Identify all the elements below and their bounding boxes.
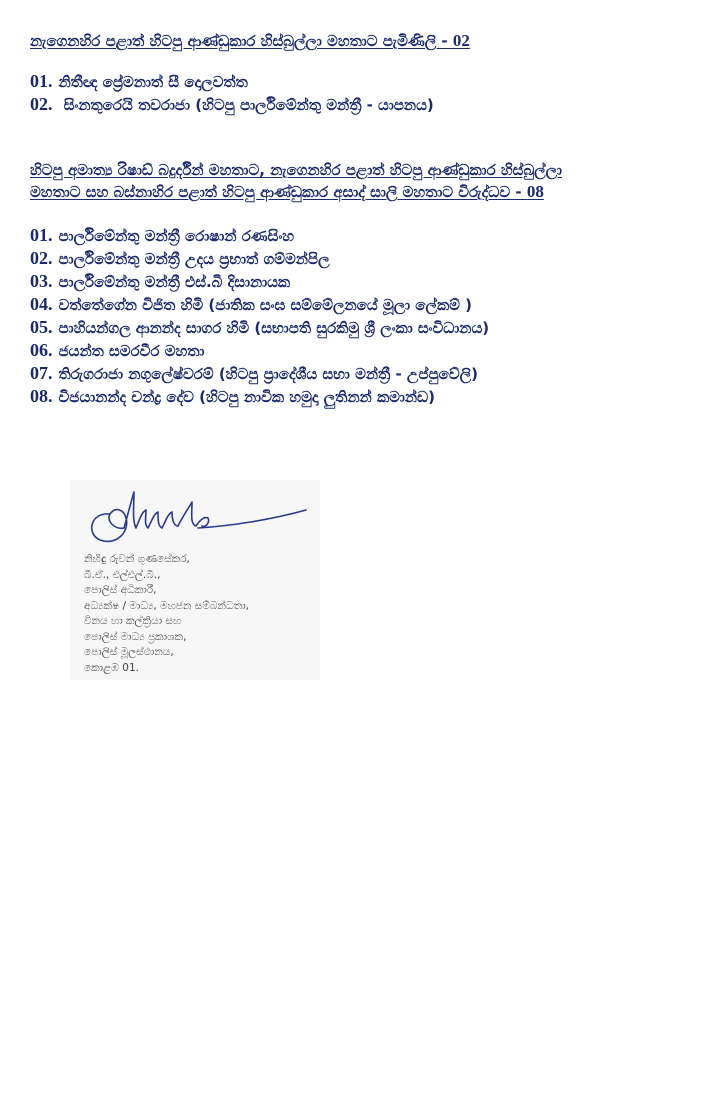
item-text: වත්තේගේන විජිත හිමි (ජාතික සංඝ සම්මේලනයේ මූලා ලේකම් ): [58, 296, 472, 314]
signatory-qualifications: බී.ඒ., එල්එල්.බී.,: [84, 568, 161, 581]
signatory-title-line3: පොලිස් මාධ්‍ය ප්‍රකාශක,: [84, 630, 187, 643]
item-number: 05.: [30, 317, 53, 337]
list-item: [30, 316, 690, 339]
section2-heading: [30, 160, 680, 203]
section2-heading-line2: මහතාට සහ බස්නාහිර පළාත් හිටපු ආණ්ඩුකාර අසාද් සාලි මහතාට විරුද්ධව -: [30, 183, 527, 201]
item-text: පාර්ලිමේන්තු මන්ත්‍රී රොෂාන් රණසිංහ: [58, 227, 295, 245]
section2-count: 08: [526, 182, 544, 201]
list-item: [30, 93, 690, 116]
item-number: 07.: [30, 363, 53, 383]
signatory-rank: පොලිස් අධිකාරී,: [84, 584, 157, 596]
list-item: [30, 247, 690, 270]
section1-list: [30, 70, 690, 116]
signatory-title-line1: අධ්‍යක්ෂ / මාධ්‍ය, මහජන සම්බන්ධතා,: [84, 599, 250, 612]
list-item: [30, 270, 690, 293]
item-text: විජයානන්ද චන්ද්‍ර දේව (හිටපු නාවික හමුදා ලුතිනන් කමාන්ඩ): [58, 388, 435, 406]
section1-count: 02: [452, 31, 470, 50]
section1-heading: [30, 30, 680, 52]
item-text: නිතීඥ ප්‍රේමනාත් සී දොලවත්ත: [58, 73, 248, 91]
signatory-name: නිහිඳු රුවන් ගුණසේකර,: [84, 553, 190, 565]
list-item: [30, 385, 690, 408]
item-text: ජයන්ත සමරවීර මහතා: [58, 342, 205, 360]
list-item: [30, 224, 690, 247]
item-text: පාර්ලිමේන්තු මන්ත්‍රී එස්.බී දිසානායක: [58, 273, 291, 291]
item-number: 01.: [30, 225, 53, 245]
list-item: [30, 362, 690, 385]
item-number: 08.: [30, 386, 53, 406]
handwritten-signature: [80, 484, 310, 554]
section2-heading-line1: හිටපු අමාත්‍ය රිෂාඩ් බදුර්දීන් මහතාට, නැගෙනහිර පළාත් හිටපු ආණ්ඩුකාර හිස්බුල්ලා: [30, 161, 562, 179]
item-number: 01.: [30, 71, 53, 91]
item-number: 06.: [30, 340, 53, 360]
list-item: [30, 70, 690, 93]
item-number: 04.: [30, 294, 53, 314]
signature-details: [84, 552, 249, 676]
item-number: 02.: [30, 94, 53, 114]
signatory-office: පොලිස් මූලස්ථානය,: [84, 646, 174, 658]
item-number: 02.: [30, 248, 53, 268]
list-item: [30, 339, 690, 362]
list-item: [30, 293, 690, 316]
section2-heading-line2-wrap: [30, 181, 680, 203]
item-text: පාහියන්ගල ආනන්ද සාගර හිමි (සභාපති සුරකිමු ශ්‍රී ලංකා සංවිධානය): [58, 319, 490, 337]
item-text: සිංනතුරෙයි තවරාජා (හිටපු පාර්ලිමේන්තු මන්ත්‍රී - යාපනය): [58, 96, 434, 114]
signatory-title-line2: විනය හා කල්ක්‍රියා සහ: [84, 615, 182, 627]
section1-heading-text: නැගෙනහිර පළාත් හිටපු ආණ්ඩුකාර හිස්බුල්ලා මහතාට පැමිණිලි -: [30, 32, 453, 50]
item-text: තිරුගරාජා නගුලේෂ්වරම් (හිටපු ප්‍රාදේශීය සභා මන්ත්‍රී - උප්පුවේලි): [58, 365, 478, 383]
section2-list: [30, 224, 690, 408]
signatory-city: කොළඹ 01.: [84, 661, 139, 674]
item-text: පාර්ලිමේන්තු මන්ත්‍රී උදය ප්‍රභාත් ගම්මන්පිල: [58, 250, 330, 268]
item-number: 03.: [30, 271, 53, 291]
signature-block: [70, 480, 320, 680]
